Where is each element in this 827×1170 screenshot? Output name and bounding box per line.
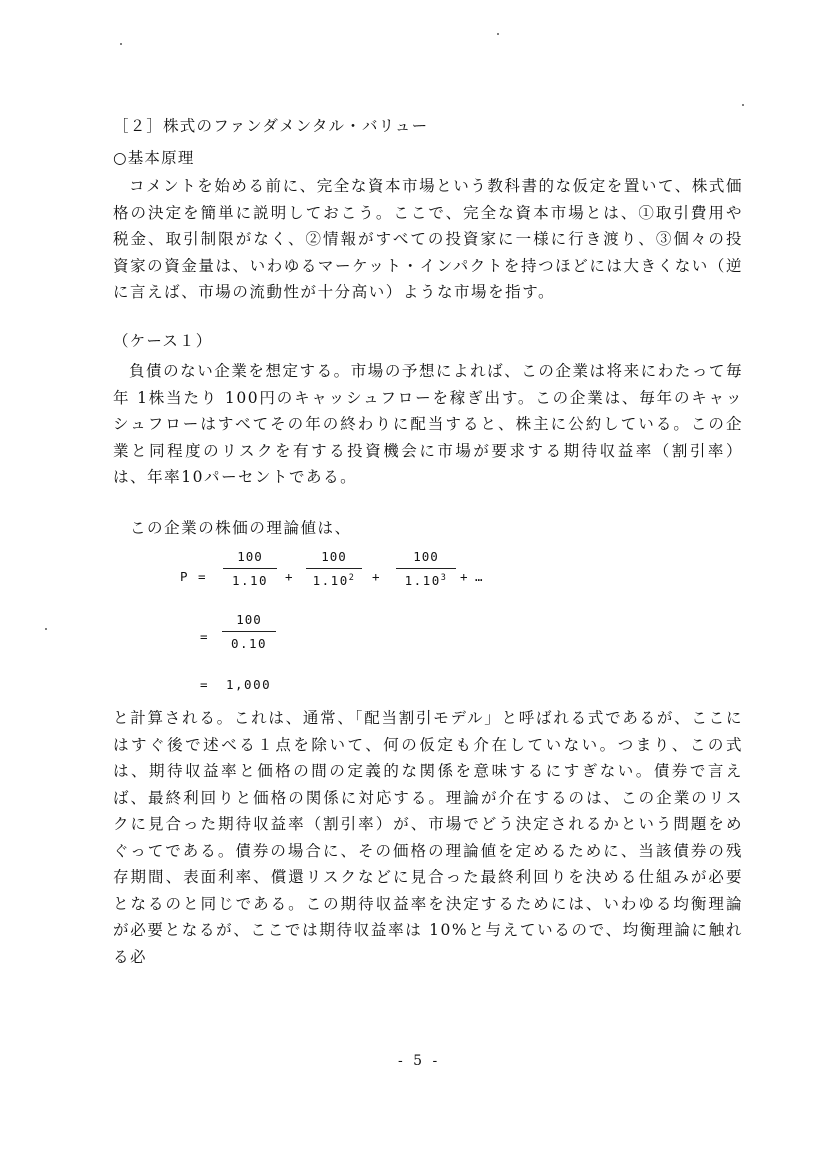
scan-speck xyxy=(742,104,744,106)
section-heading: ［２］株式のファンダメンタル・バリュー xyxy=(113,117,429,135)
fraction-term-3 xyxy=(396,549,456,589)
case-label: （ケース１） xyxy=(113,332,213,350)
fraction-bar xyxy=(223,568,277,569)
equation-lhs: P xyxy=(180,569,188,584)
fraction-numerator: 100 xyxy=(236,612,262,627)
ellipsis: + … xyxy=(460,569,483,584)
plus-sign: + xyxy=(285,569,293,584)
denominator-exponent: 3 xyxy=(440,573,448,583)
scan-speck xyxy=(45,628,47,630)
fraction-numerator: 100 xyxy=(413,549,439,564)
paragraph-explanation xyxy=(113,705,743,970)
equals-sign: = xyxy=(200,629,208,644)
fraction-numerator: 100 xyxy=(321,549,347,564)
fraction-denominator: 0.10 xyxy=(230,636,268,651)
plus-sign: + xyxy=(372,569,380,584)
denominator-base: 1.10 xyxy=(404,573,441,588)
subsection-heading: ○基本原理 xyxy=(113,149,195,167)
scan-speck xyxy=(497,33,499,35)
fraction-term-2 xyxy=(306,549,362,589)
equation-result: 1,000 xyxy=(226,677,272,692)
fraction-denominator xyxy=(396,573,456,589)
fraction-term-1 xyxy=(223,549,277,589)
denominator-exponent: 2 xyxy=(348,573,356,583)
fraction-denominator xyxy=(306,573,362,589)
scan-speck xyxy=(120,43,122,45)
equals-sign: = xyxy=(200,677,208,692)
fraction-bar xyxy=(306,568,362,569)
fraction-denominator: 1.10 xyxy=(231,573,269,588)
fraction-simplified xyxy=(222,612,276,652)
paragraph-text: コメントを始める前に、完全な資本市場という教科書的な仮定を置いて、株式価格の決定を簡単に説明しておこう。ここで、完全な資本市場とは、①取引費用や税金、取引制限がなく、②情報がすべての投資家に一様に行き渡り、③個々の投資家の資金量は、いわゆるマーケット・インパクトを持つほどには大きくない（逆に言えば、市場の流動性が十分高い）ような市場を指す。 xyxy=(113,177,743,301)
fraction-bar xyxy=(222,631,276,632)
equals-sign: = xyxy=(198,569,206,584)
paragraph-text: 負債のない企業を想定する。市場の予想によれば、この企業は将来にわたって毎年 1株当たり 100円のキャッシュフローを稼ぎ出す。この企業は、毎年のキャッシュフローはすべてその年の終わりに配当すると、株主に公約している。この企業と同程度のリスクを有する投資機会に市場が要求する期待収益率（割引率）は、年率10パーセントである。 xyxy=(113,362,743,486)
fraction-numerator: 100 xyxy=(237,549,263,564)
page-number: - 5 - xyxy=(398,1053,441,1069)
fraction-bar xyxy=(396,568,456,569)
paragraph-text: と計算される。これは、通常、「配当割引モデル」と呼ばれる式であるが、ここにはすぐ後で述べる１点を除いて、何の仮定も介在していない。つまり、この式は、期待収益率と価格の間の定義的な関係を意味するにすぎない。債券で言えば、最終利回りと価格の関係に対応する。理論が介在するのは、この企業のリスクに見合った期待収益率（割引率）が、市場でどう決定されるかという問題をめぐってである。債券の場合に、その価格の理論値を定めるために、当該債券の残存期間、表面利率、償還リスクなどに見合った最終利回りを決める仕組みが必要となるのと同じである。この期待収益率を決定するためには、いわゆる均衡理論が必要となるが、ここでは期待収益率は 10%と与えているので、均衡理論に触れる必 xyxy=(113,709,743,966)
equation-intro: この企業の株価の理論値は、 xyxy=(130,519,352,537)
denominator-base: 1.10 xyxy=(312,573,349,588)
paragraph-intro xyxy=(113,173,743,306)
paragraph-case xyxy=(113,358,743,491)
